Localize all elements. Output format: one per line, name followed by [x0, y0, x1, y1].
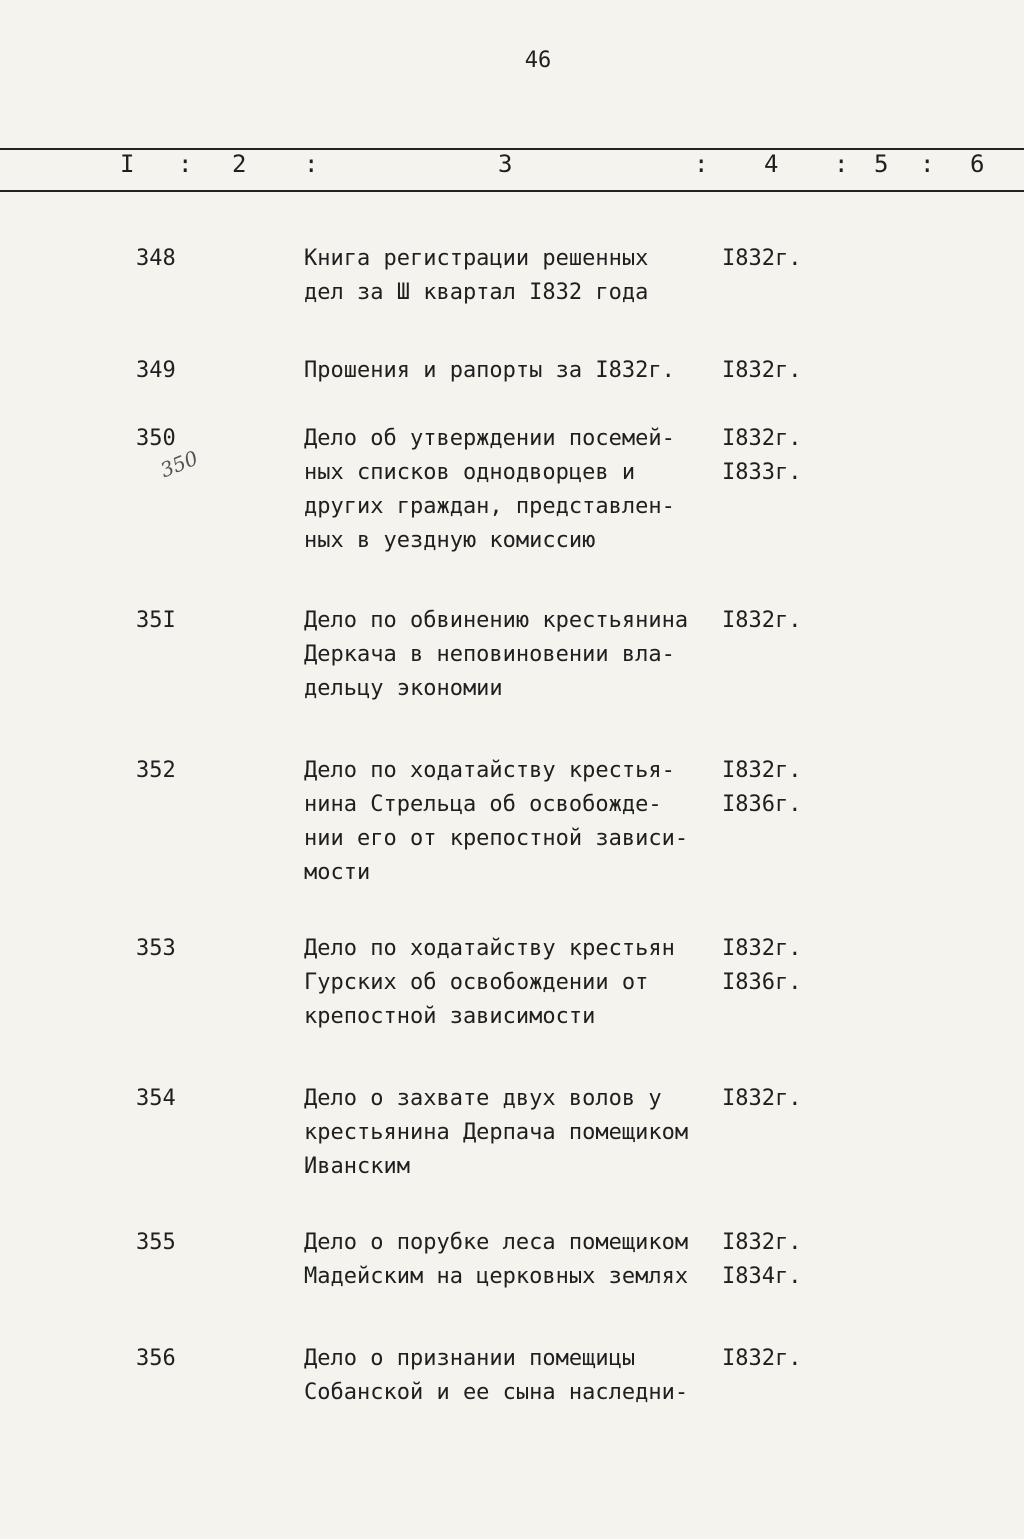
date-line: I832г. — [722, 1230, 802, 1255]
title-line: дельцу экономии — [304, 676, 503, 701]
column-header-4: 4 — [764, 150, 779, 178]
column-header-5: 5 — [874, 150, 889, 178]
title-line: Дело об утверждении посемей- — [304, 426, 675, 451]
entry-dates — [722, 1342, 801, 1376]
title-line: Мадейским на церковных землях — [304, 1264, 689, 1289]
entry-number: 354 — [136, 1086, 176, 1111]
entry-dates — [722, 754, 801, 822]
page-number: 46 — [524, 48, 552, 73]
date-line: I832г. — [722, 758, 802, 783]
title-line: ных списков однодворцев и — [304, 460, 636, 485]
column-separator: : — [304, 150, 319, 178]
title-line: нина Стрельца об освобожде- — [304, 792, 662, 817]
date-line: I836г. — [722, 792, 802, 817]
column-header-1: I — [120, 150, 135, 178]
entry-title — [304, 1226, 724, 1294]
title-line: Прошения и рапорты за I832г. — [304, 358, 675, 383]
date-line: I832г. — [722, 936, 802, 961]
title-line: Собанской и ее сына наследни- — [304, 1380, 689, 1405]
entry-title — [304, 354, 724, 388]
title-line: нии его от крепостной зависи- — [304, 826, 689, 851]
entry-number: 350 — [136, 426, 176, 451]
title-line: Дело по ходатайству крестья- — [304, 758, 675, 783]
date-line: I833г. — [722, 460, 802, 485]
entry-dates — [722, 1082, 801, 1116]
entry-number: 35I — [136, 608, 176, 633]
title-line: дел за Ш квартал I832 года — [304, 280, 649, 305]
entry-dates — [722, 354, 801, 388]
column-header-3: 3 — [498, 150, 513, 178]
date-line: I832г. — [722, 358, 802, 383]
title-line: Дело по обвинению крестьянина — [304, 608, 689, 633]
title-line: Книга регистрации решенных — [304, 246, 649, 271]
title-line: Дело по ходатайству крестьян — [304, 936, 675, 961]
entry-number: 353 — [136, 936, 176, 961]
date-line: I832г. — [722, 1346, 802, 1371]
title-line: крестьянина Дерпача помещиком — [304, 1120, 689, 1145]
entry-dates — [722, 422, 801, 490]
date-line: I836г. — [722, 970, 802, 995]
title-line: Дело о признании помещицы — [304, 1346, 636, 1371]
table-header-bottom-rule — [0, 190, 1024, 192]
entry-dates — [722, 932, 801, 1000]
title-line: Гурских об освобождении от — [304, 970, 649, 995]
date-line: I832г. — [722, 426, 802, 451]
date-line: I832г. — [722, 246, 802, 271]
column-separator: : — [178, 150, 193, 178]
title-line: Дело о захвате двух волов у — [304, 1086, 662, 1111]
title-line: других граждан, представлен- — [304, 494, 675, 519]
column-header-2: 2 — [232, 150, 247, 178]
entry-dates — [722, 604, 801, 638]
entry-title — [304, 1342, 724, 1410]
title-line: крепостной зависимости — [304, 1004, 596, 1029]
entry-number: 349 — [136, 358, 176, 383]
column-separator: : — [694, 150, 709, 178]
handwritten-annotation: 350 — [156, 445, 202, 483]
date-line: I832г. — [722, 1086, 802, 1111]
column-separator: : — [834, 150, 849, 178]
entry-dates — [722, 242, 801, 276]
date-line: I832г. — [722, 608, 802, 633]
title-line: Иванским — [304, 1154, 410, 1179]
entry-title — [304, 754, 724, 890]
entry-number: 355 — [136, 1230, 176, 1255]
title-line: мости — [304, 860, 371, 885]
entry-title — [304, 422, 724, 558]
entry-number: 352 — [136, 758, 176, 783]
title-line: Деркача в неповиновении вла- — [304, 642, 675, 667]
title-line: ных в уездную комиссию — [304, 528, 596, 553]
entry-number: 356 — [136, 1346, 176, 1371]
entry-dates — [722, 1226, 801, 1294]
entry-title — [304, 1082, 724, 1184]
date-line: I834г. — [722, 1264, 802, 1289]
title-line: Дело о порубке леса помещиком — [304, 1230, 689, 1255]
column-separator: : — [920, 150, 935, 178]
entry-title — [304, 932, 724, 1034]
entry-title — [304, 242, 724, 310]
entry-title — [304, 604, 724, 706]
column-header-6: 6 — [970, 150, 985, 178]
entry-number: 348 — [136, 246, 176, 271]
